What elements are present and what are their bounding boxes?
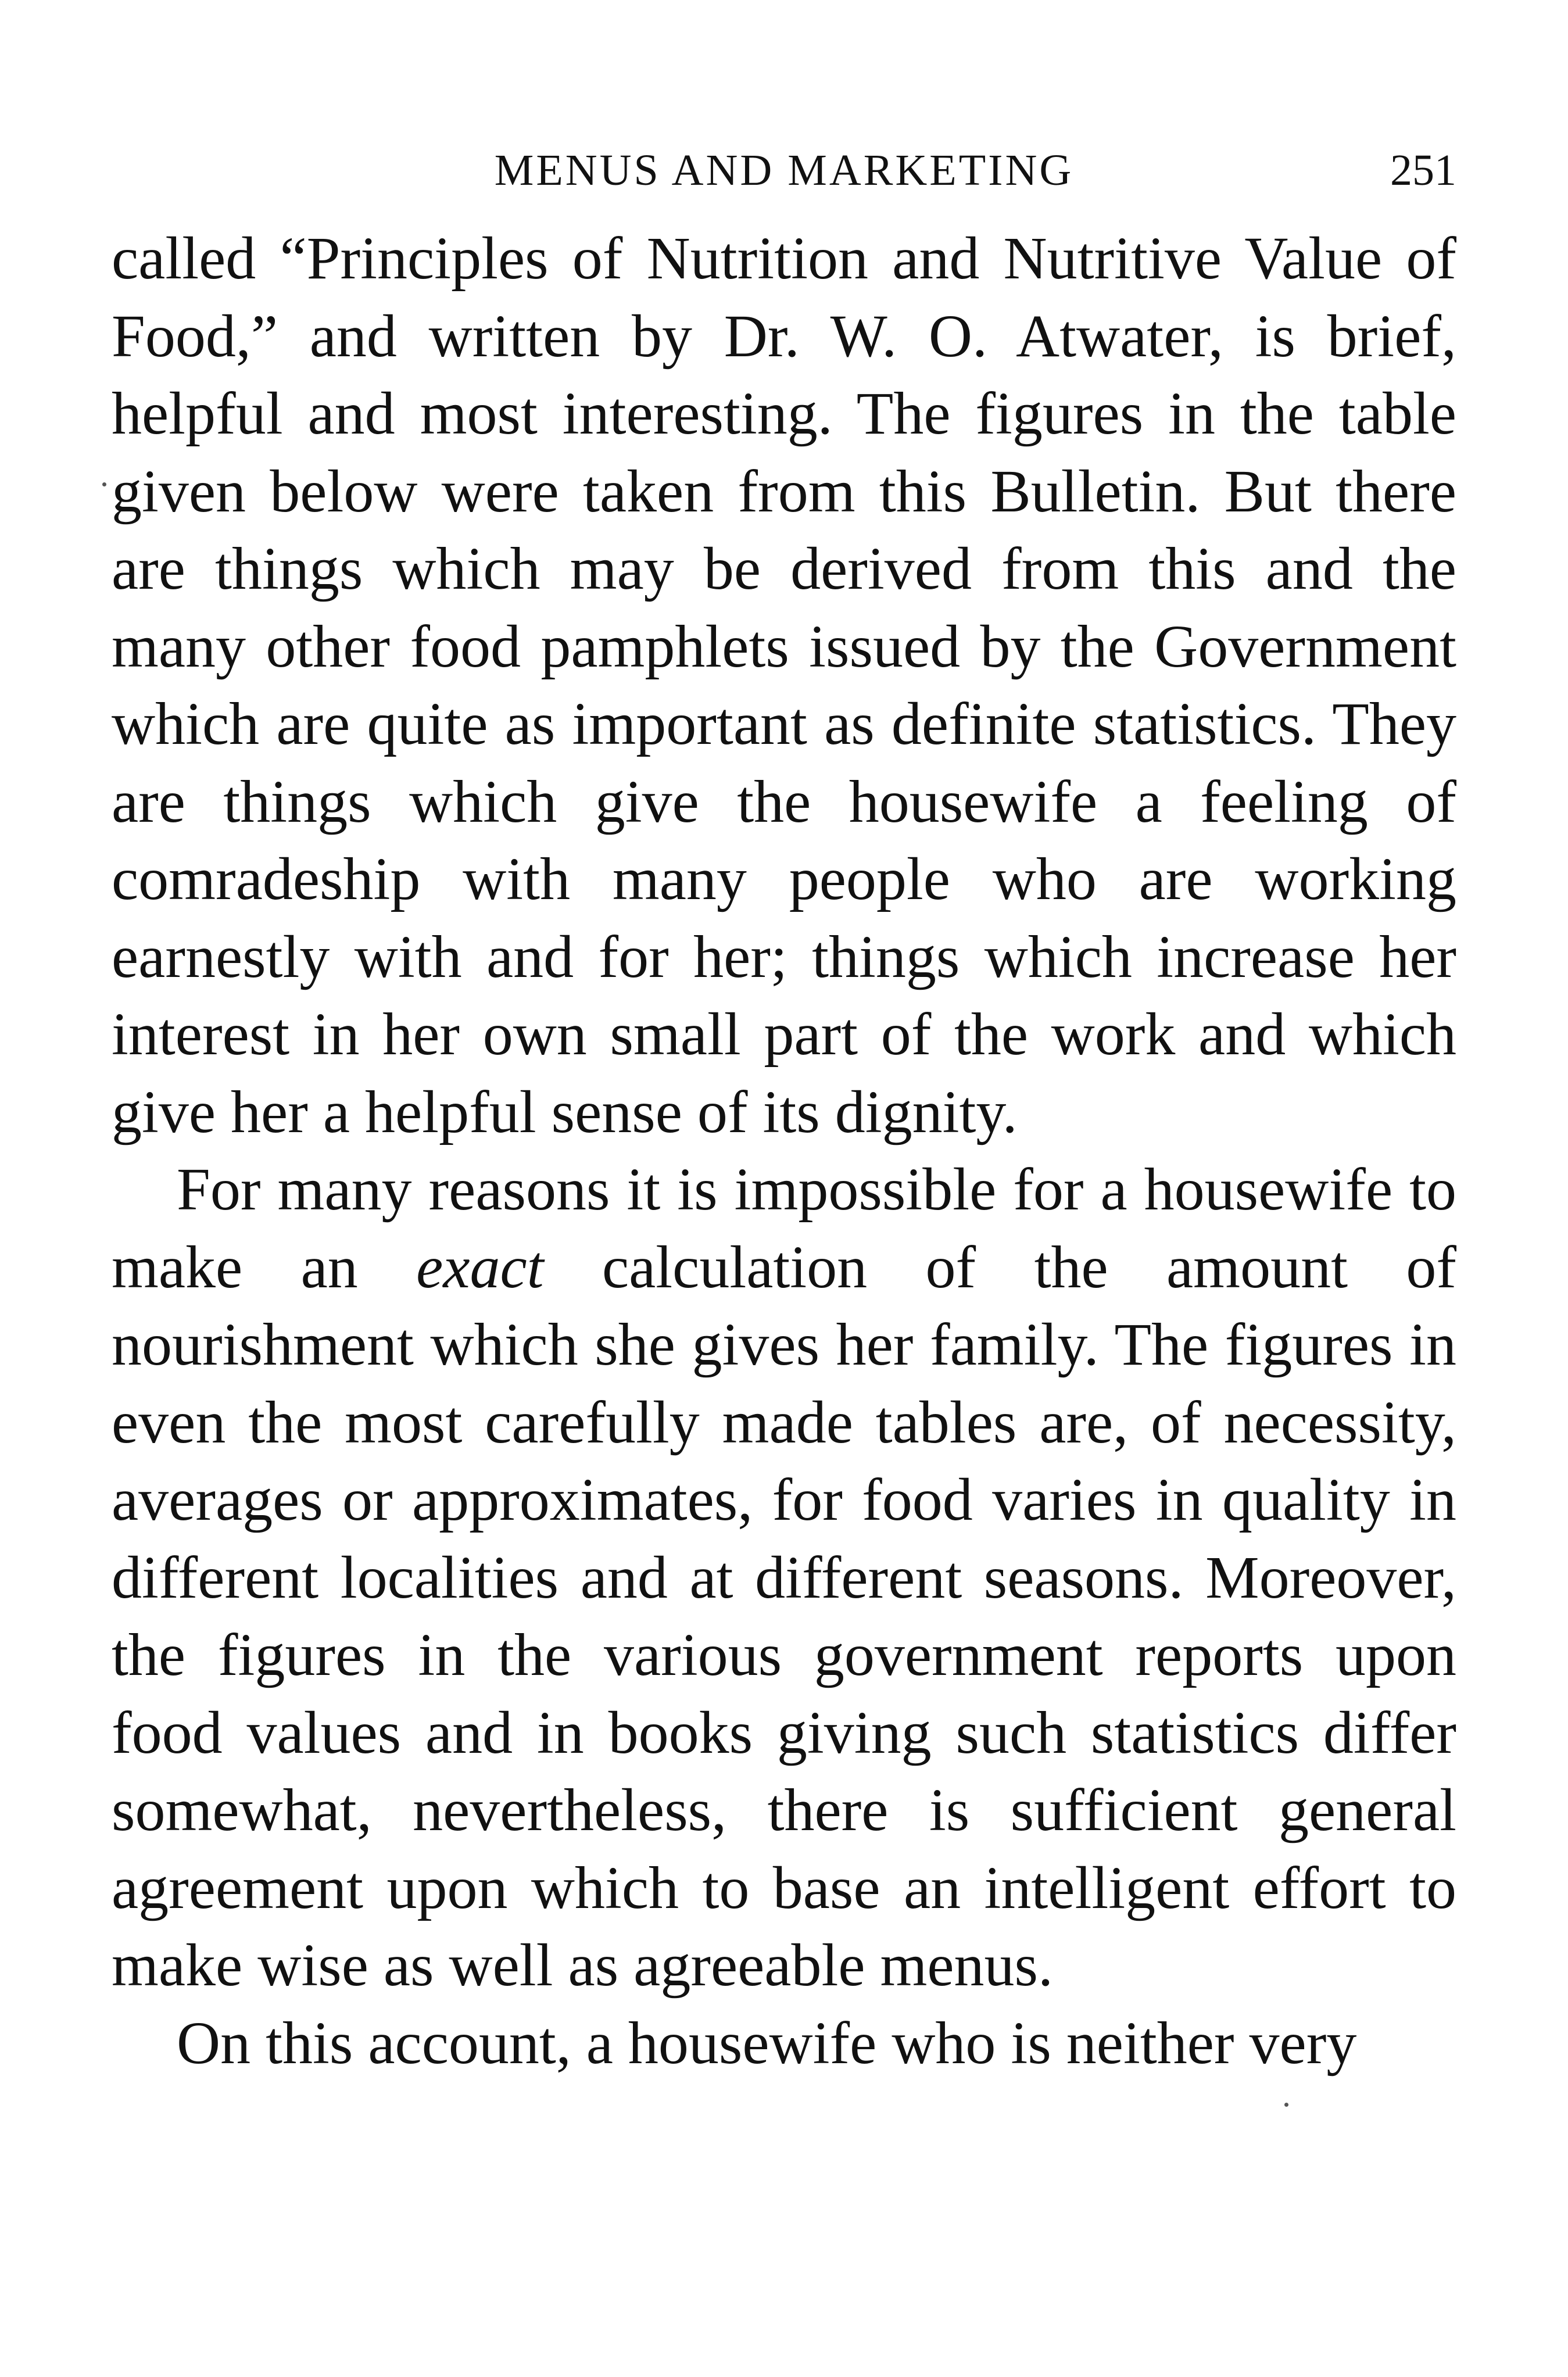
- paragraph: [112, 220, 1456, 1151]
- paragraph-text: For many reasons it is impossible for a housewife to make an: [112, 1156, 1456, 1301]
- paragraph-text: On this account, a housewife who is neither very: [177, 2009, 1357, 2077]
- page-number: 251: [1390, 146, 1456, 195]
- paragraph: [112, 1151, 1456, 2004]
- running-header: [112, 138, 1456, 202]
- paragraph-text: called “Principles of Nutrition and Nutritive Value of Food,” and written by Dr. W. O. Atwater, is brief, helpful and most interesting. The figures in the table given below were taken from this Bulletin. But there are things which may be derived from this and the many other food pamphlets issued by the Government which are quite as important as definite statistics. They are things which give the housewife a feeling of comradeship with many people who are working earnestly with and for her; things which increase her interest in her own small part of the work and which give her a helpful sense of its dignity.: [112, 225, 1456, 1145]
- paragraph-text: calculation of the amount of nourishment which she gives her family. The figures in even the most carefully made tables are, of necessity, averages or approximates, for food varies in quality in different localities and at different seasons. Moreover, the figures in the various government reports upon food values and in books giving such statistics differ somewhat, nevertheless, there is sufficient general agreement upon which to base an intelligent effort to make wise as well as agreeable menus.: [112, 1233, 1456, 1999]
- running-title: MENUS AND MARKETING: [494, 146, 1074, 195]
- print-speck: [102, 482, 106, 486]
- print-speck: [1284, 2103, 1288, 2107]
- emphasis-text: exact: [416, 1233, 544, 1301]
- paragraph: [112, 2004, 1456, 2082]
- body-text: [112, 220, 1456, 2082]
